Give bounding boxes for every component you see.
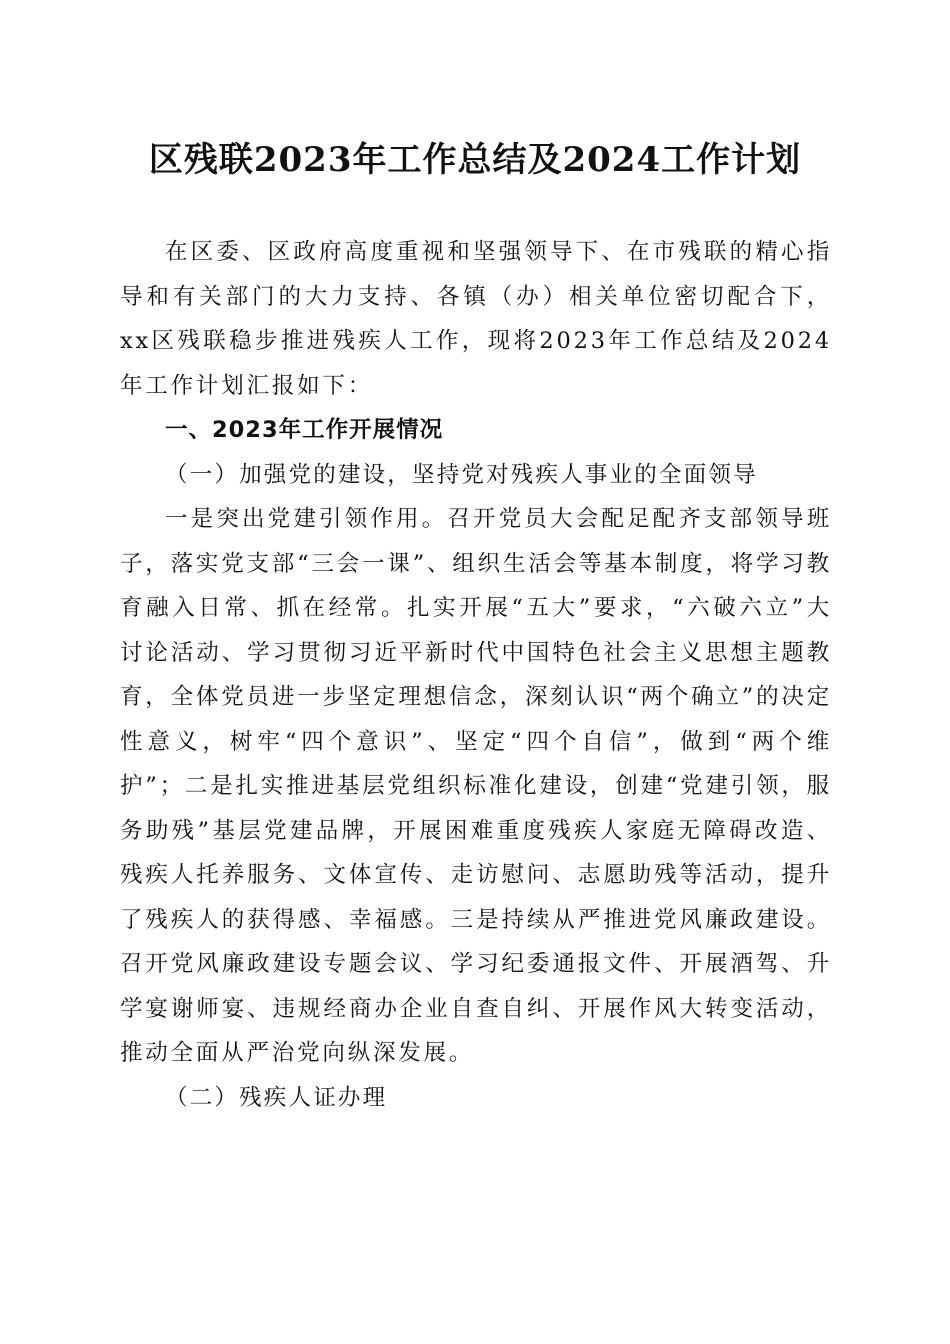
document-body <box>120 230 832 1120</box>
section-heading-1: 一、2023年工作开展情况 <box>165 417 444 443</box>
subsection-heading-1: （一）加强党的建设，坚持党对残疾人事业的全面领导 <box>165 461 758 488</box>
subsection-1-paragraph: 一是突出党建引领作用。召开党员大会配足配齐支部领导班子，落实党支部“三会一课”、组织生活会等基本制度，将学习教育融入日常、抓在经常。扎实开展“五大”要求，“六破六立”大讨论活动、学习贯彻习近平新时代中国特色社会主义思想主题教育，全体党员进一步坚定理想信念，深刻认识“两个确立”的决定性意义，树牢“四个意识”、坚定“四个自信”，做到“两个维护”；二是扎实推进基层党组织标准化建设，创建“党建引领，服务助残”基层党建品牌，开展困难重度残疾人家庭无障碍改造、残疾人托养服务、文体宣传、走访慰问、志愿助残等活动，提升了残疾人的获得感、幸福感。三是持续从严推进党风廉政建设。召开党风廉政建设专题会议、学习纪委通报文件、开展酒驾、升学宴谢师宴、违规经商办企业自查自纠、开展作风大转变活动，推动全面从严治党向纵深发展。 <box>120 506 832 1066</box>
subsection-heading-2: （二）残疾人证办理 <box>165 1084 388 1111</box>
intro-paragraph: 在区委、区政府高度重视和坚强领导下、在市残联的精心指导和有关部门的大力支持、各镇（办）相关单位密切配合下，xx区残联稳步推进残疾人工作，现将2023年工作总结及2024年工作计划汇报如下： <box>120 239 832 399</box>
document-title: 区残联2023年工作总结及2024工作计划 <box>148 140 802 180</box>
